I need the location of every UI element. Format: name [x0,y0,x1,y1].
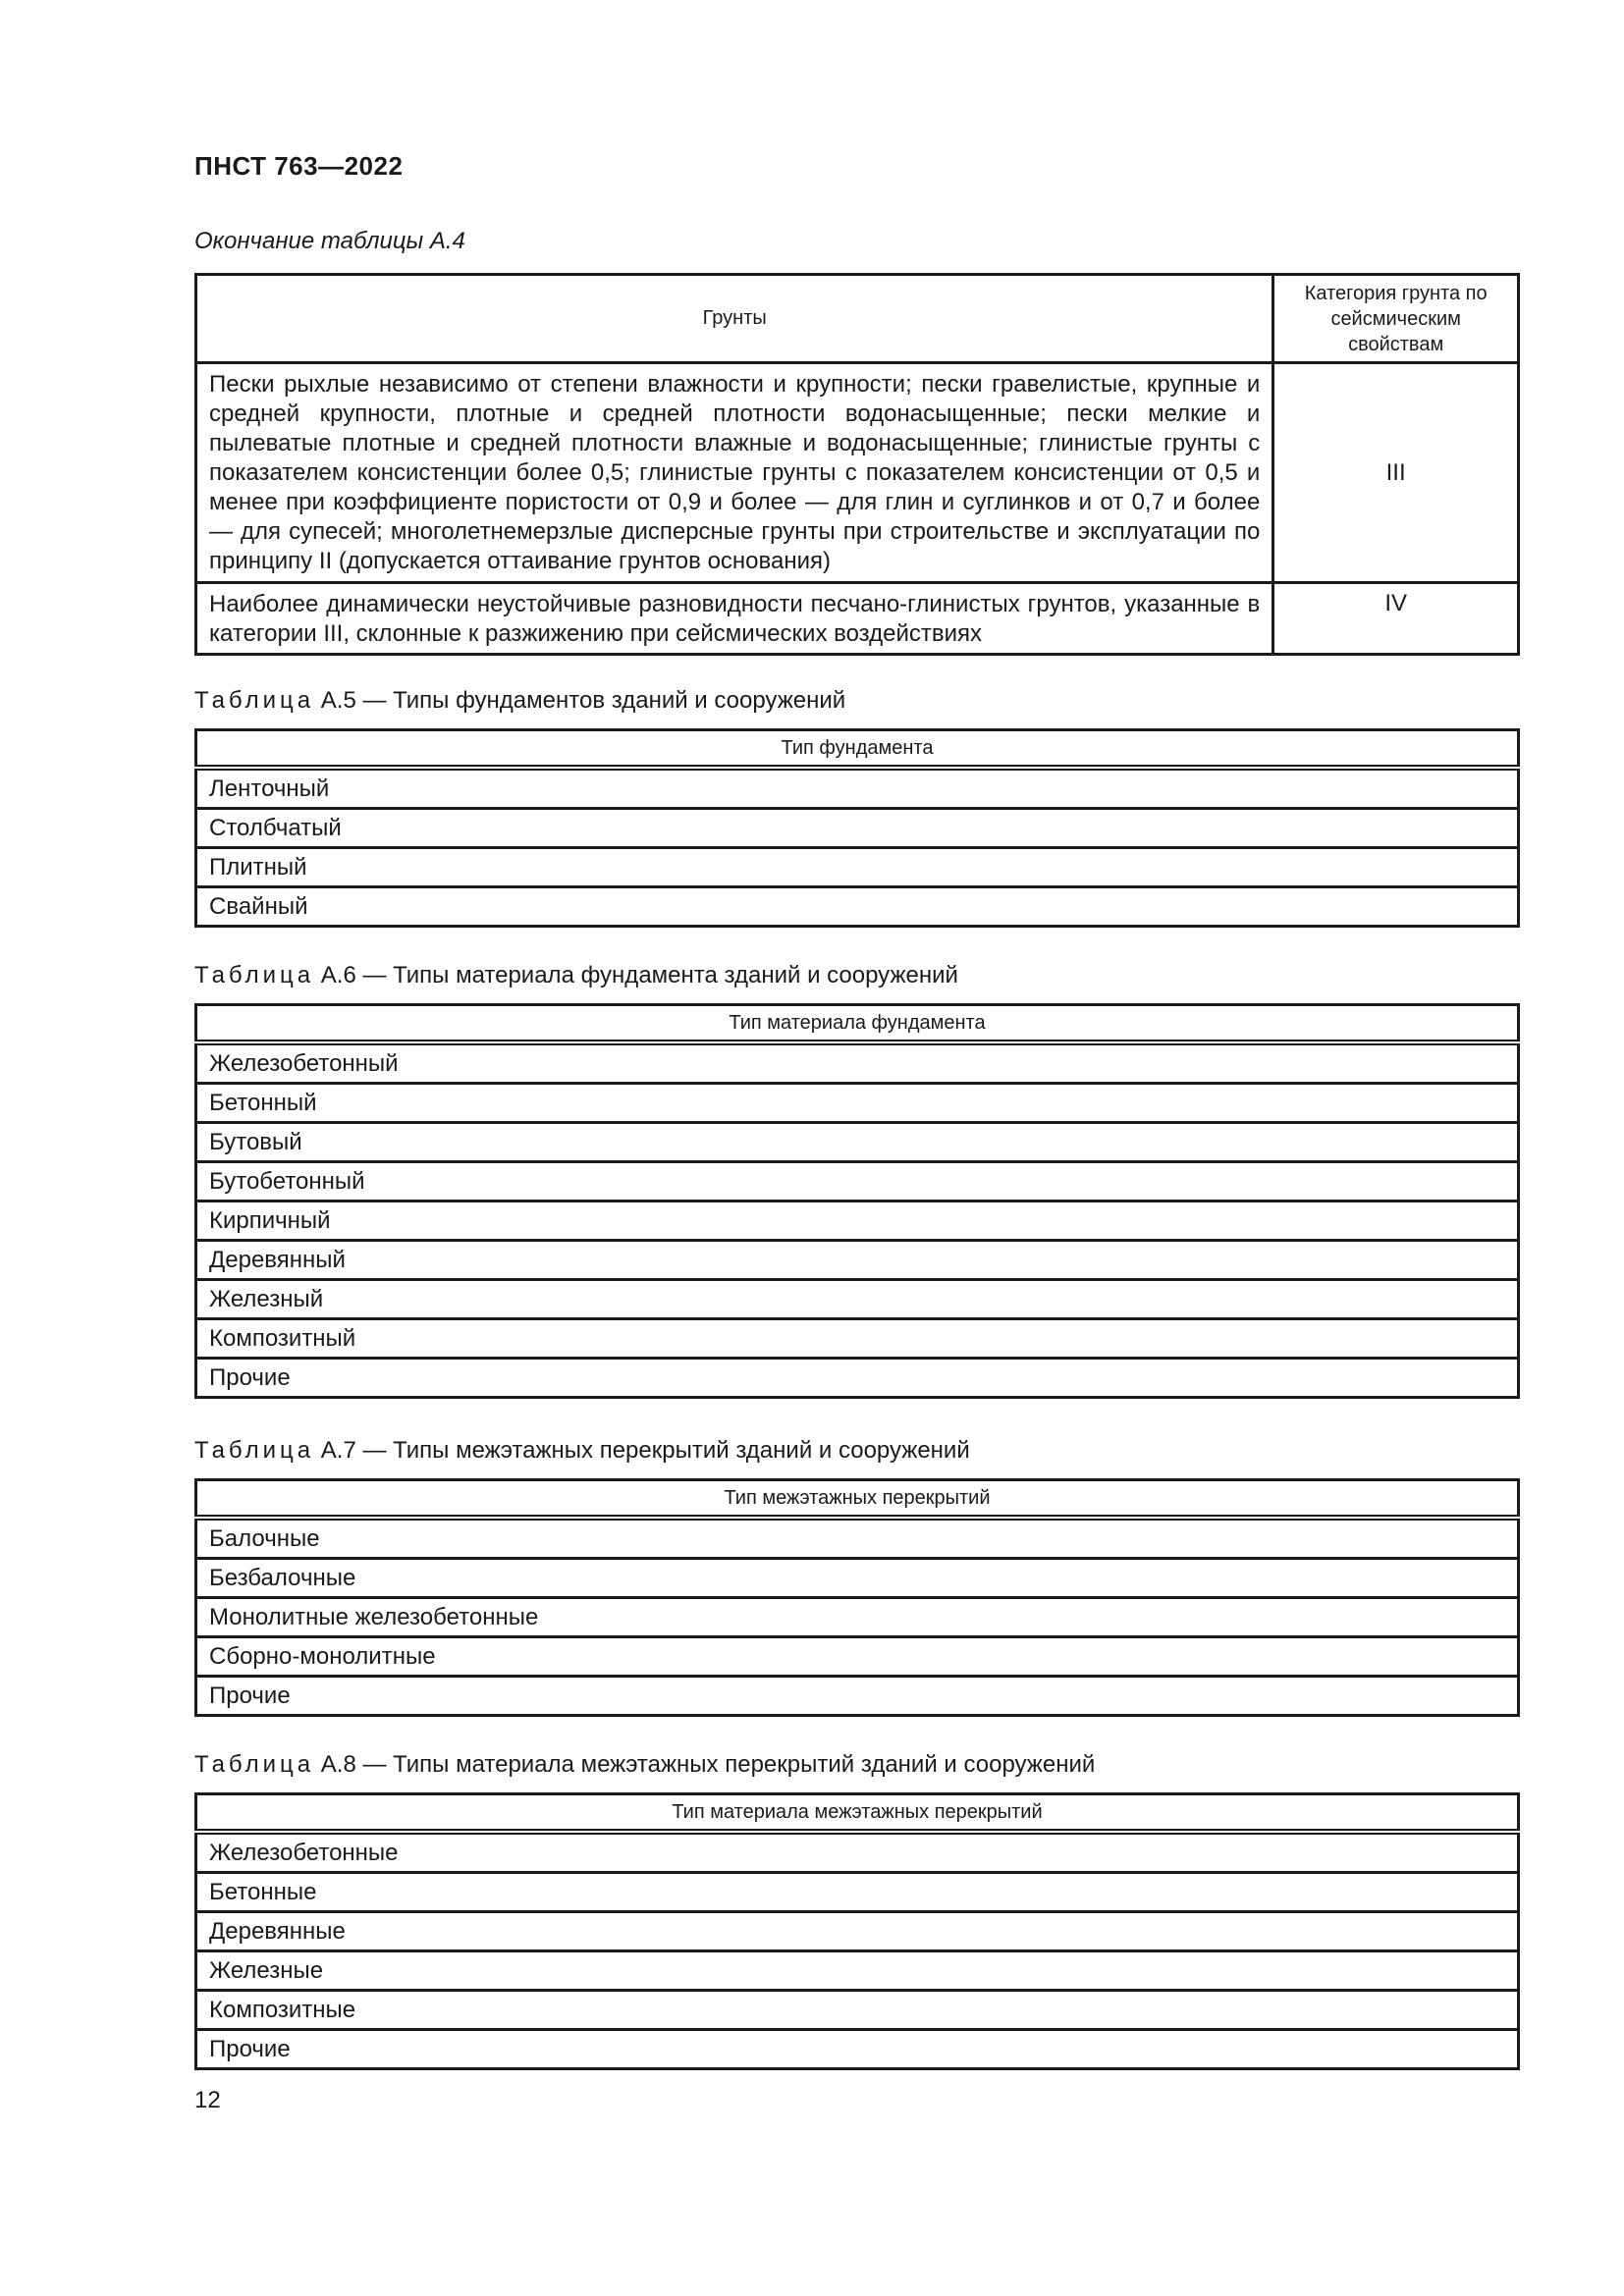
table-row: Композитный [196,1319,1519,1359]
table-label: Таблица [194,962,315,988]
table-row: Прочие [196,1359,1519,1398]
column-header-soils: Грунты [196,275,1273,363]
table-row: Железный [196,1280,1519,1319]
table-row: Прочие [196,1677,1519,1716]
table-row: Бетонные [196,1873,1519,1912]
table-row: Безбалочные [196,1559,1519,1598]
table-row: Плитный [196,848,1519,887]
table-row [196,583,1519,655]
table-row: Деревянный [196,1241,1519,1280]
table-row [196,363,1519,583]
table-a5-caption [194,687,845,715]
table-row: Бутобетонный [196,1162,1519,1201]
table-row: Монолитные железобетонные [196,1598,1519,1637]
column-header: Тип материала фундамента [196,1005,1519,1043]
column-header: Тип межэтажных перекрытий [196,1480,1519,1519]
table-a7 [194,1478,1520,1717]
table-label: Таблица [194,687,315,714]
table-row: Свайный [196,887,1519,927]
table-row: Кирпичный [196,1201,1519,1241]
table-title: А.6 — Типы материала фундамента зданий и сооружений [320,962,958,988]
table-a4 [194,273,1520,656]
category-cell: III [1273,363,1519,583]
table-row: Прочие [196,2030,1519,2069]
category-cell: IV [1273,583,1519,655]
table-row: Железные [196,1951,1519,1991]
table-row: Бутовый [196,1123,1519,1162]
soils-cell: Наиболее динамически неустойчивые разновидности песчано-глинистых грунтов, указанные в категории III, склонные к разжижению при сейсмических воздействиях [196,583,1273,655]
table-row: Сборно-монолитные [196,1637,1519,1677]
table-title: А.8 — Типы материала межэтажных перекрытий зданий и сооружений [320,1751,1096,1778]
column-header-category: Категория грунта по сейсмическим свойствам [1273,275,1519,363]
table-row: Ленточный [196,768,1519,809]
table-a7-caption [194,1437,970,1465]
table-a8-caption [194,1751,1095,1779]
table-a4-continuation-label: Окончание таблицы А.4 [194,228,465,254]
column-header: Тип фундамента [196,730,1519,769]
document-code: ПНСТ 763—2022 [194,151,404,181]
page-number: 12 [194,2087,221,2113]
table-a6-caption [194,962,958,989]
table-title: А.5 — Типы фундаментов зданий и сооружений [320,687,846,714]
table-label: Таблица [194,1751,315,1778]
table-a6 [194,1003,1520,1399]
table-a5 [194,728,1520,928]
table-a8 [194,1792,1520,2070]
table-row: Железобетонные [196,1832,1519,1873]
table-row: Бетонный [196,1084,1519,1123]
table-title: А.7 — Типы межэтажных перекрытий зданий и сооружений [320,1437,970,1464]
soils-cell: Пески рыхлые независимо от степени влажности и крупности; пески гравелистые, крупные и средней крупности, плотные и средней плотности водонасыщенные; пески мелкие и пылеватые плотные и средней плотности влажные и водонасыщенные; глинистые грунты с показателем консистенции более 0,5; глинистые грунты с показателем консистенции от 0,5 и менее при коэффициенте пористости от 0,9 и более — для глин и суглинков и от 0,7 и более — для супесей; многолетнемерзлые дисперсные грунты при строительстве и эксплуатации по принципу II (допускается оттаивание грунтов основания) [196,363,1273,583]
table-row: Балочные [196,1518,1519,1559]
table-label: Таблица [194,1437,315,1464]
column-header: Тип материала межэтажных перекрытий [196,1794,1519,1833]
table-row: Деревянные [196,1912,1519,1951]
table-row: Железобетонный [196,1042,1519,1084]
table-row: Композитные [196,1991,1519,2030]
table-header-row [196,275,1519,363]
table-row: Столбчатый [196,809,1519,848]
